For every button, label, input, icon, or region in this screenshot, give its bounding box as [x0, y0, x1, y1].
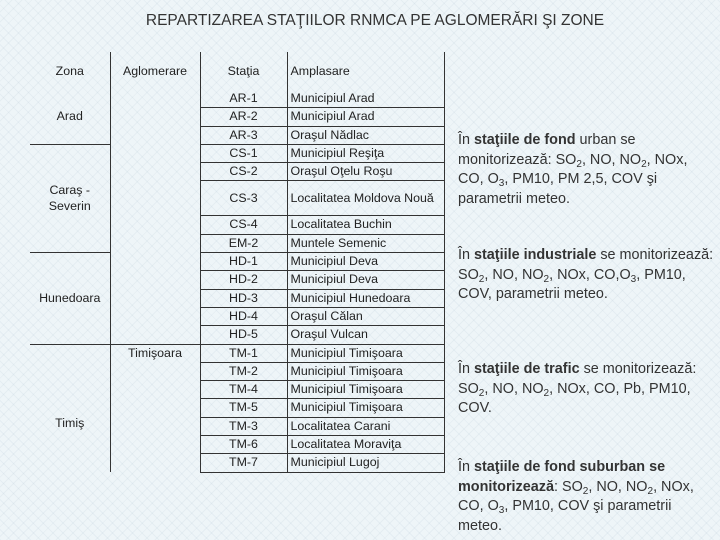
station-code: TM-5	[200, 399, 287, 417]
note-text: , NO, NO	[484, 266, 544, 283]
page-title: REPARTIZAREA STAŢIILOR RNMCA PE AGLOMERĂRI ŞI ZONE	[145, 12, 605, 29]
station-code: HD-5	[200, 326, 287, 344]
note-text: , PM10, COV şi parametrii meteo.	[458, 498, 672, 534]
header-zona: Zona	[30, 52, 110, 90]
note-industriale	[458, 246, 716, 305]
aglomerare-blank	[110, 417, 200, 472]
note-trafic	[458, 360, 716, 419]
table-row	[30, 344, 444, 362]
station-location: Municipiul Timişoara	[287, 381, 444, 399]
note-text: , PM10, PM 2,5, COV şi parametrii meteo.	[458, 171, 658, 207]
note-text: urban se monitorizează: SO	[458, 132, 636, 168]
station-location: Municipiul Arad	[287, 90, 444, 108]
note-bold: staţiile industriale	[474, 247, 597, 263]
table-row	[30, 90, 444, 108]
note-text: În	[458, 459, 474, 475]
station-location: Municipiul Timişoara	[287, 344, 444, 362]
station-location: Municipiul Reşiţa	[287, 144, 444, 162]
station-code: HD-1	[200, 253, 287, 271]
subscript: 2	[478, 387, 485, 399]
station-location: Oraşul Călan	[287, 307, 444, 325]
zone-caras-severin: Caraş - Severin	[30, 144, 110, 252]
zone-hunedoara: Hunedoara	[30, 253, 110, 344]
note-text: , NOx, CO,O	[549, 266, 631, 283]
note-text: În	[458, 361, 474, 377]
aglomerare-blank	[110, 144, 200, 252]
note-bold: staţiile de fond suburban se monitorizează	[458, 459, 666, 495]
header-aglomerare: Aglomerare	[110, 52, 200, 90]
note-fond-suburban	[458, 458, 716, 536]
station-location: Municipiul Timişoara	[287, 362, 444, 380]
note-text: , NOx, CO, Pb, PM10, COV.	[458, 380, 691, 416]
note-text: În	[458, 247, 474, 263]
station-code: TM-1	[200, 344, 287, 362]
station-location: Localitatea Carani	[287, 417, 444, 435]
station-location	[287, 181, 444, 216]
station-code: EM-2	[200, 234, 287, 252]
station-code: TM-7	[200, 454, 287, 472]
station-location: Municipiul Timişoara	[287, 399, 444, 417]
station-location: Municipiul Lugoj	[287, 454, 444, 472]
note-text: se monitorizează: SO	[458, 247, 714, 283]
station-code: HD-2	[200, 271, 287, 289]
subscript: 2	[641, 158, 647, 170]
zone-arad: Arad	[30, 90, 110, 144]
station-code: TM-6	[200, 436, 287, 454]
station-code: AR-2	[200, 108, 287, 126]
note-text: , NOx, CO, O	[458, 478, 694, 514]
station-code: TM-3	[200, 417, 287, 435]
note-bold: staţiile de fond	[474, 132, 576, 148]
note-text: , PM10, COV, parametrii meteo.	[458, 266, 686, 302]
zone-timis	[30, 344, 110, 472]
station-code: AR-3	[200, 126, 287, 144]
note-text: , NO, NO	[581, 151, 642, 168]
aglomerare-timisoara-label: Timişoara	[128, 345, 182, 360]
station-code: CS-4	[200, 216, 287, 234]
aglomerare-blank	[110, 253, 200, 344]
header-statia: Staţia	[200, 52, 287, 90]
table-row	[30, 144, 444, 162]
table-row	[30, 253, 444, 271]
stations-table	[30, 52, 445, 473]
note-text: , NOx, CO, O	[458, 151, 688, 187]
station-code: TM-2	[200, 362, 287, 380]
aglomerare-timisoara	[110, 344, 200, 417]
aglomerare-blank	[110, 90, 200, 144]
station-code: CS-2	[200, 163, 287, 181]
station-location: Oraşul Vulcan	[287, 326, 444, 344]
station-code: HD-3	[200, 289, 287, 307]
station-location: Municipiul Arad	[287, 108, 444, 126]
station-location: Oraşul Oţelu Roşu	[287, 163, 444, 181]
station-code: AR-1	[200, 90, 287, 108]
subscript: 2	[647, 485, 654, 497]
station-location: Municipiul Deva	[287, 271, 444, 289]
table-header-row	[30, 52, 444, 90]
station-code: CS-1	[200, 144, 287, 162]
station-location-text: Localitatea Moldova Nouă	[290, 190, 434, 205]
subscript: 3	[498, 505, 505, 516]
station-location: Localitatea Moraviţa	[287, 436, 444, 454]
note-fond-urban	[458, 131, 716, 209]
note-bold: staţiile de trafic	[474, 361, 580, 377]
header-amplasare: Amplasare	[287, 52, 444, 90]
subscript: 2	[582, 485, 589, 497]
note-text: se monitorizează: SO	[458, 361, 697, 397]
subscript: 2	[543, 387, 550, 399]
station-code: CS-3	[200, 181, 287, 216]
note-text: : SO	[553, 478, 583, 495]
subscript: 2	[576, 158, 582, 170]
station-location: Localitatea Buchin	[287, 216, 444, 234]
zone-timis-label: Timiş	[55, 415, 85, 430]
subscript: 3	[630, 273, 637, 285]
station-location: Municipiul Deva	[287, 253, 444, 271]
station-location: Oraşul Nădlac	[287, 126, 444, 144]
subscript: 2	[543, 273, 550, 285]
station-location: Municipiul Hunedoara	[287, 289, 444, 307]
note-text: , NO, NO	[588, 478, 648, 495]
note-text: În	[458, 132, 474, 148]
station-code: HD-4	[200, 307, 287, 325]
station-location: Muntele Semenic	[287, 234, 444, 252]
subscript: 2	[478, 273, 485, 285]
note-text: , NO, NO	[484, 380, 544, 397]
subscript: 3	[498, 178, 505, 189]
station-code: TM-4	[200, 381, 287, 399]
